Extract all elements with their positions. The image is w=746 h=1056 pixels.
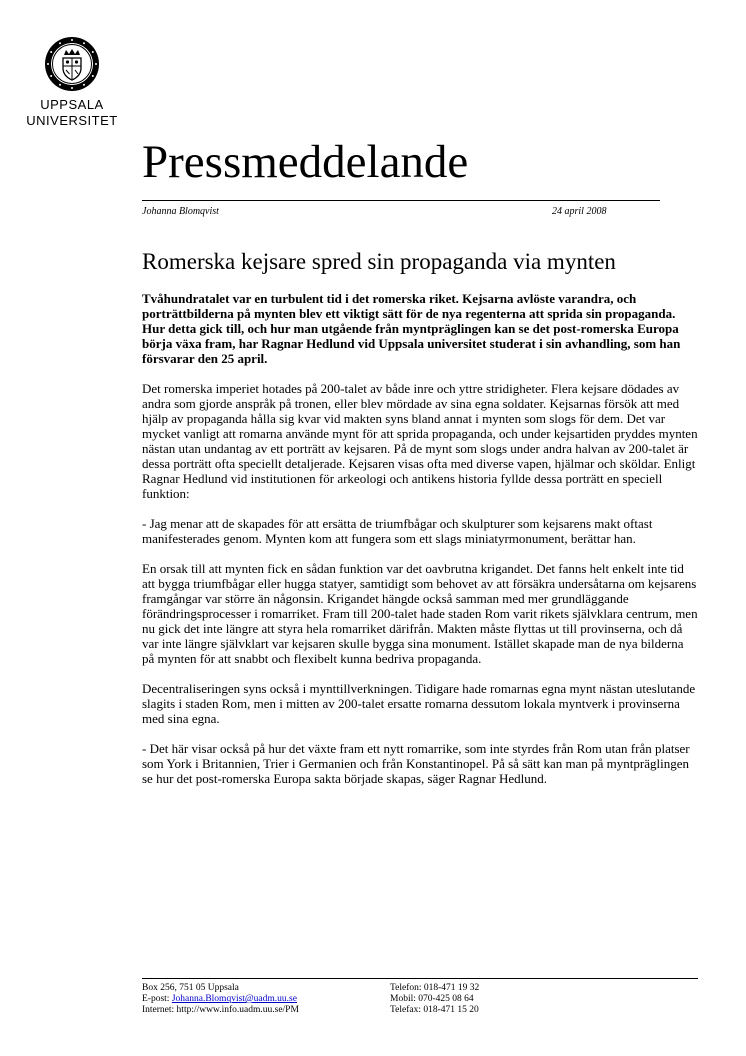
footer-fax: Telefax: 018-471 15 20 bbox=[390, 1005, 479, 1015]
footer-mobile: Mobil: 070-425 08 64 bbox=[390, 994, 474, 1004]
article-body bbox=[142, 291, 698, 801]
body-paragraph: En orsak till att mynten fick en sådan funktion var det oavbrutna krigandet. Det fanns helt enkelt inte tid att bygga triumfbågar eller hugga statyer, samtidigt som behovet av att försäkra undersåtarna om kejsarens framgångar var större än någonsin. Krigandet hängde också samman med mer grundläggande förändringsprocesser i romarriket. Fram till 200-talet hade staden Rom varit rikets självklara centrum, men nu gick det inte längre att styra hela romarriket därifrån. Makten måste flyttas ut till provinserna, och då var inte längre självklart var kejsaren skulle bygga sina monument. Istället skapade man de nya bilderna på mynten för att snabbt och flexibelt kunna bedriva propaganda. bbox=[142, 561, 698, 666]
page-title: Pressmeddelande bbox=[142, 136, 469, 188]
body-paragraph: - Det här visar också på hur det växte fram ett nytt romarrike, som inte styrdes från Rom utan från platser som York i Britannien, Trier i Germanien och från Konstantinopel. På så sätt kan man på myntpräglingen se hur det post-romerska Europa sakta började skapas, säger Ragnar Hedlund. bbox=[142, 741, 690, 786]
body-paragraph: - Jag menar att de skapades för att ersätta de triumfbågar och skulpturer som kejsarens makt oftast manifesterades genom. Mynten kom att fungera som ett slags miniatyrmonument, berättar han. bbox=[142, 516, 653, 546]
footer-internet: Internet: http://www.info.uadm.uu.se/PM bbox=[142, 1005, 299, 1015]
footer-email-label: E-post: bbox=[142, 994, 172, 1004]
footer-contact-right bbox=[390, 983, 479, 1016]
footer-contact-left bbox=[142, 983, 299, 1016]
body-paragraph: Decentraliseringen syns också i mynttillverkningen. Tidigare hade romarnas egna mynt nästan uteslutande slagits i staden Rom, men i mitten av 200-talet ersatte romarna dessutom lokala myntverk i provinserna med sina egna. bbox=[142, 681, 696, 726]
date: 24 april 2008 bbox=[552, 206, 607, 217]
headline: Romerska kejsare spred sin propaganda via mynten bbox=[142, 249, 616, 274]
footer-email-line bbox=[142, 994, 299, 1005]
author: Johanna Blomqvist bbox=[142, 206, 219, 217]
email-link[interactable]: Johanna.Blomqvist@uadm.uu.se bbox=[171, 994, 297, 1004]
university-wordmark bbox=[0, 97, 144, 129]
footer-address: Box 256, 751 05 Uppsala bbox=[142, 983, 239, 993]
footer-phone: Telefon: 018-471 19 32 bbox=[390, 983, 480, 993]
university-line-2: UNIVERSITET bbox=[26, 113, 118, 128]
lead-paragraph: Tvåhundratalet var en turbulent tid i det romerska riket. Kejsarna avlöste varandra, och porträttbilderna på mynten blev ett viktigt sätt för de nya regenterna att sprida sin propaganda. Hur detta gick till, och hur man utgående från myntpräglingen kan se det post-romerska Europa börja växa fram, har Ragnar Hedlund vid Uppsala universitet studerat i sin avhandling, som han försvarar den 25 april. bbox=[142, 291, 681, 366]
title-divider bbox=[142, 200, 660, 201]
university-seal-icon bbox=[44, 36, 100, 92]
university-line-1: UPPSALA bbox=[40, 97, 104, 112]
body-paragraph: Det romerska imperiet hotades på 200-talet av både inre och yttre stridigheter. Flera kejsare dödades av andra som gjorde anspråk på tronen, eller blev mördade av sina egna soldater. Kejsarnas försök att med hjälp av propaganda hålla sig kvar vid makten syns bland annat i mynten som slogs för dem. Det var mycket vanligt att romarna använde mynt för att sprida propaganda, och under kejsartiden pryddes mynten nästan utan undantag av ett porträtt av kejsaren. På de mynt som slogs under andra halvan av 200-talet är dessa porträtt ofta speciellt detaljerade. Kejsaren visas ofta med diverse vapen, hjälmar och sköldar. Enligt Ragnar Hedlund vid institutionen för arkeologi och antikens historia fyllde dessa porträtt en speciell funktion: bbox=[142, 381, 698, 501]
footer-divider bbox=[142, 978, 698, 979]
